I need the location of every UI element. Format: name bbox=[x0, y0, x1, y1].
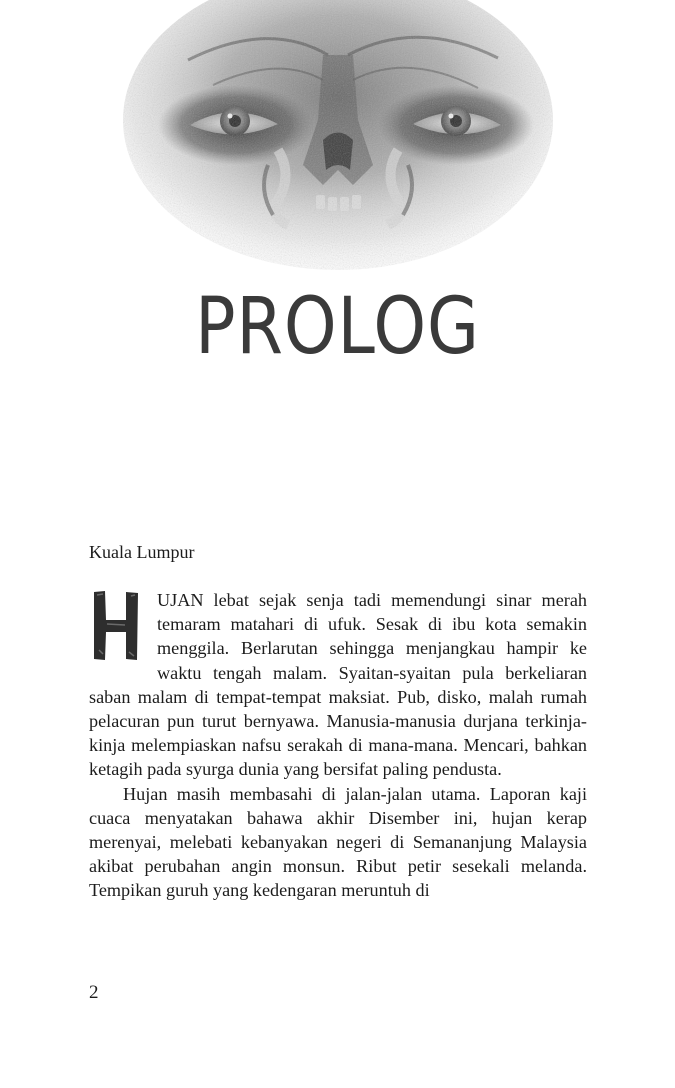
dropcap-h-glyph bbox=[91, 590, 141, 662]
opening-paragraph bbox=[89, 588, 587, 782]
location-heading: Kuala Lumpur bbox=[89, 542, 195, 562]
paragraph: Hujan masih membasahi di jalan-jalan utama. Laporan kaji cuaca menyatakan bahawa akhir Disember ini, hujan kerap merenyai, melebati kebanyakan negeri di Semananjung Malaysia akibat perubahan angin monsun. Ribut petir sesekali melanda. Tempikan guruh yang kedengaran meruntuh di bbox=[89, 783, 587, 901]
staring-eyes-illustration bbox=[118, 0, 558, 285]
dropcap bbox=[91, 590, 141, 662]
opening-text: UJAN lebat sejak senja tadi memendungi sinar merah temaram matahari di ufuk. Sesak di ibu kota semakin menggila. Berlarutan sehingga menjangkau hampir ke waktu tengah malam. Syaitan-syaitan pula berkeliaran saban malam di tempat-tempat maksiat. Pub, disko, malah rumah pelacuran pun turut bernyawa. Manusia-manusia durjana terkinja-kinja melempiaskan nafsu serakah di mana-mana. Mencari, bahkan ketagih pada syurga dunia yang bersifat paling pendusta. bbox=[89, 590, 587, 780]
page-number: 2 bbox=[89, 982, 99, 1003]
chapter-title: PROLOG bbox=[195, 282, 480, 372]
chapter-body bbox=[89, 588, 587, 903]
